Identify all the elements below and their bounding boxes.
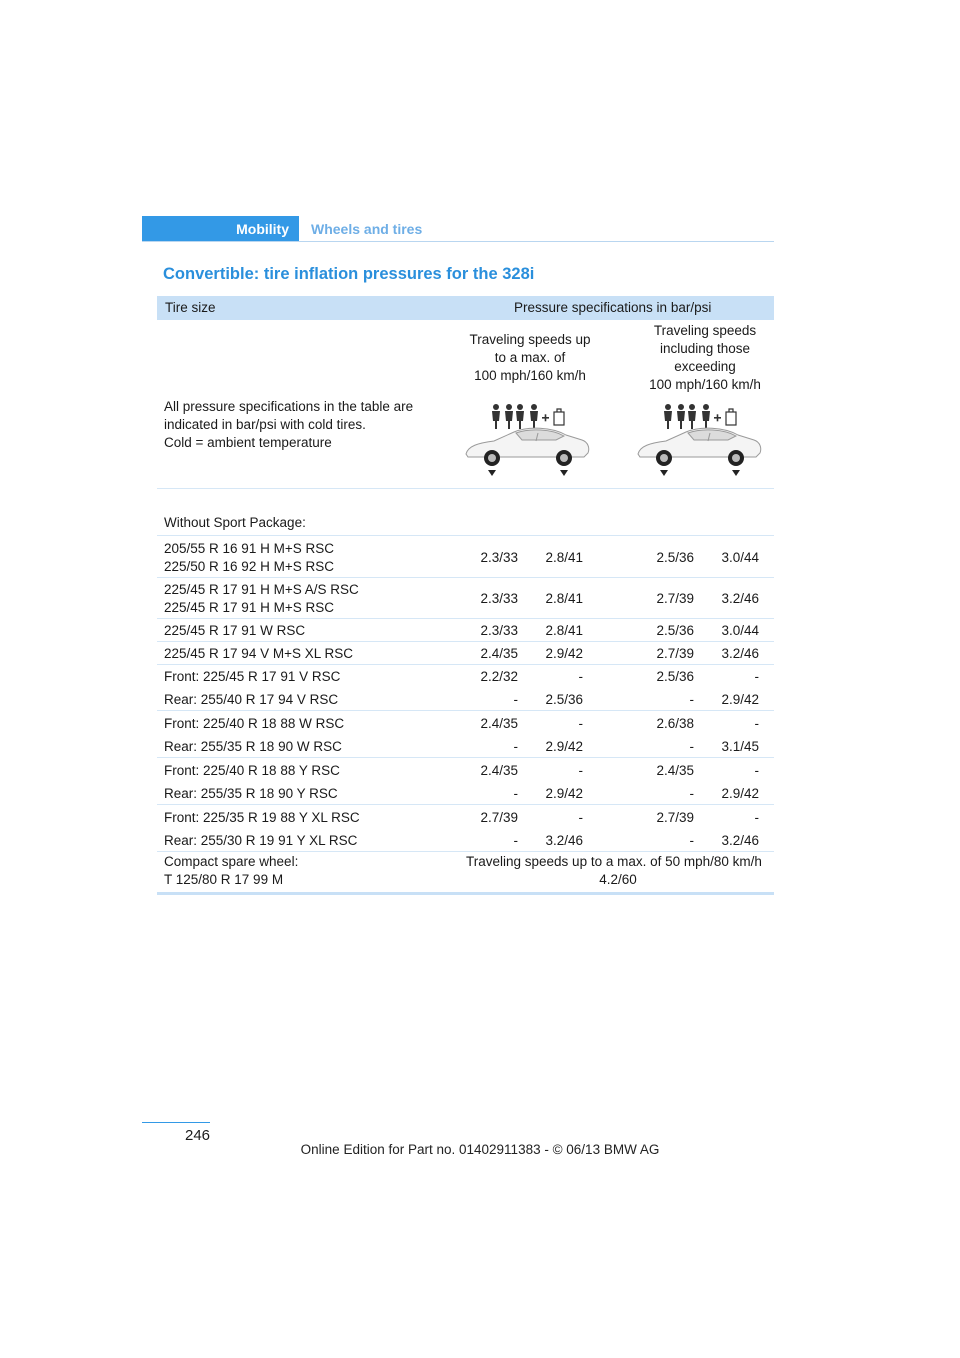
pressure-cell: 2.2/32 [480,669,518,684]
speed-header-line: to a max. of [494,350,566,365]
tire-size-cell [164,809,360,827]
speed-header-line: Traveling speeds up [469,332,591,347]
speed-header-exceeding [630,322,780,394]
tire-size-cell [164,668,340,686]
tire-size-header: Tire size [165,300,216,315]
tire-size-cell [164,738,342,756]
spare-label [164,853,298,889]
spare-pressure: 4.2/60 [599,872,637,887]
pressure-cell: - [578,763,583,778]
tire-size-line: Front: 225/40 R 18 88 Y RSC [164,763,340,778]
row-divider [157,664,774,665]
pressure-cell: 2.5/36 [656,623,694,638]
pressure-cell: 2.4/35 [656,763,694,778]
row-divider [157,710,774,711]
luggage-icon [554,409,564,425]
pressure-cell: 3.2/46 [545,833,583,848]
pressure-cell: 2.8/41 [545,550,583,565]
pressure-cell: 2.8/41 [545,591,583,606]
row-divider [157,618,774,619]
car-load-icon [456,400,596,480]
pressure-cell: 2.7/39 [656,591,694,606]
pressure-cell: - [754,763,759,778]
pressure-cell: 2.4/35 [480,763,518,778]
pressure-header: Pressure specifications in bar/psi [514,300,712,315]
person-icon [492,404,549,429]
pressure-cell: - [754,716,759,731]
row-divider [157,488,774,489]
luggage-icon [726,409,736,425]
tire-size-cell [164,762,340,780]
speed-header-up-to [455,331,605,385]
spare-label-line: T 125/80 R 17 99 M [164,872,284,887]
speed-header-line: exceeding [674,359,736,374]
tire-size-line: 225/50 R 16 92 H M+S RSC [164,559,334,574]
pressure-cell: 3.2/46 [721,646,759,661]
intro-line: All pressure specifications in the table are [164,399,414,414]
pressure-cell: 2.9/42 [721,692,759,707]
tire-size-line: Rear: 255/40 R 17 94 V RSC [164,692,339,707]
pressure-cell: 2.9/42 [721,786,759,801]
pressure-cell: 2.5/36 [545,692,583,707]
pressure-cell: 2.4/35 [480,716,518,731]
footer-edition: Online Edition for Part no. 01402911383 - © 06/13 BMW AG [300,1142,660,1157]
intro-line: indicated in bar/psi with cold tires. [164,417,366,432]
pressure-cell: - [578,810,583,825]
pressure-cell: - [689,739,694,754]
page-title: Convertible: tire inflation pressures for the 328i [163,265,535,283]
tire-size-line: Rear: 255/30 R 19 91 Y XL RSC [164,833,358,848]
pressure-cell: 2.4/35 [480,646,518,661]
tire-size-line: Rear: 255/35 R 18 90 W RSC [164,739,342,754]
tire-size-line: Front: 225/40 R 18 88 W RSC [164,716,345,731]
pressure-cell: - [754,669,759,684]
page-number: 246 [185,1127,211,1144]
pressure-cell: 3.2/46 [721,833,759,848]
intro-line: Cold = ambient temperature [164,435,332,450]
tire-size-line: 225/45 R 17 94 V M+S XL RSC [164,646,353,661]
row-divider [157,535,774,536]
section-label: Without Sport Package: [164,515,306,530]
pressure-cell: 2.5/36 [656,669,694,684]
speed-header-line: Traveling speeds [653,323,757,338]
pressure-cell: 3.0/44 [721,550,759,565]
speed-header-line: including those [659,341,751,356]
tire-size-line: 225/45 R 17 91 H M+S RSC [164,600,334,615]
pressure-cell: 3.1/45 [721,739,759,754]
pressure-cell: - [578,669,583,684]
page-number-rule [142,1122,210,1123]
pressure-cell: - [513,833,518,848]
pressure-cell: 2.5/36 [656,550,694,565]
pressure-cell: - [754,810,759,825]
tire-size-cell [164,581,359,617]
pressure-cell: - [578,716,583,731]
row-divider [157,577,774,578]
pressure-cell: 3.2/46 [721,591,759,606]
tire-size-cell [164,622,305,640]
tire-size-line: 225/45 R 17 91 W RSC [164,623,306,638]
row-divider [157,641,774,642]
pressure-cell: 2.8/41 [545,623,583,638]
pressure-cell: 2.6/38 [656,716,694,731]
section-title: Wheels and tires [311,221,423,237]
tire-size-line: Rear: 255/35 R 18 90 Y RSC [164,786,338,801]
pressure-cell: 2.9/42 [545,739,583,754]
tire-size-line: 205/55 R 16 91 H M+S RSC [164,541,334,556]
tire-size-line: Front: 225/45 R 17 91 V RSC [164,669,341,684]
pressure-cell: - [689,692,694,707]
tire-size-cell [164,785,338,803]
speed-header-line: 100 mph/160 km/h [649,377,761,392]
speed-header-line: 100 mph/160 km/h [474,368,586,383]
pressure-cell: - [513,692,518,707]
spare-label-line: Compact spare wheel: [164,854,299,869]
header-rule [142,241,774,242]
tire-size-cell [164,715,344,733]
tire-size-line: Front: 225/35 R 19 88 Y XL RSC [164,810,360,825]
table-bottom-rule [157,892,774,895]
pressure-cell: 2.9/42 [545,786,583,801]
table-header [157,296,774,320]
tire-size-line: 225/45 R 17 91 H M+S A/S RSC [164,582,359,597]
row-divider [157,851,774,852]
tire-size-cell [164,540,334,576]
person-icon [664,404,721,429]
car-load-icon [628,400,768,480]
pressure-cell: - [689,786,694,801]
pressure-cell: 2.9/42 [545,646,583,661]
tire-size-cell [164,645,353,663]
row-divider [157,804,774,805]
pressure-cell: 3.0/44 [721,623,759,638]
pressure-cell: - [513,739,518,754]
pressure-cell: - [689,833,694,848]
pressure-cell: 2.7/39 [480,810,518,825]
pressure-cell: - [513,786,518,801]
intro-text [164,398,434,452]
spare-speed: Traveling speeds up to a max. of 50 mph/80 km/h [466,854,762,869]
pressure-cell: 2.7/39 [656,810,694,825]
tire-size-cell [164,832,357,850]
row-divider [157,757,774,758]
tire-size-cell [164,691,338,709]
chapter-tab: Mobility [142,216,299,242]
pressure-cell: 2.7/39 [656,646,694,661]
pressure-cell: 2.3/33 [480,591,518,606]
pressure-cell: 2.3/33 [480,623,518,638]
pressure-cell: 2.3/33 [480,550,518,565]
